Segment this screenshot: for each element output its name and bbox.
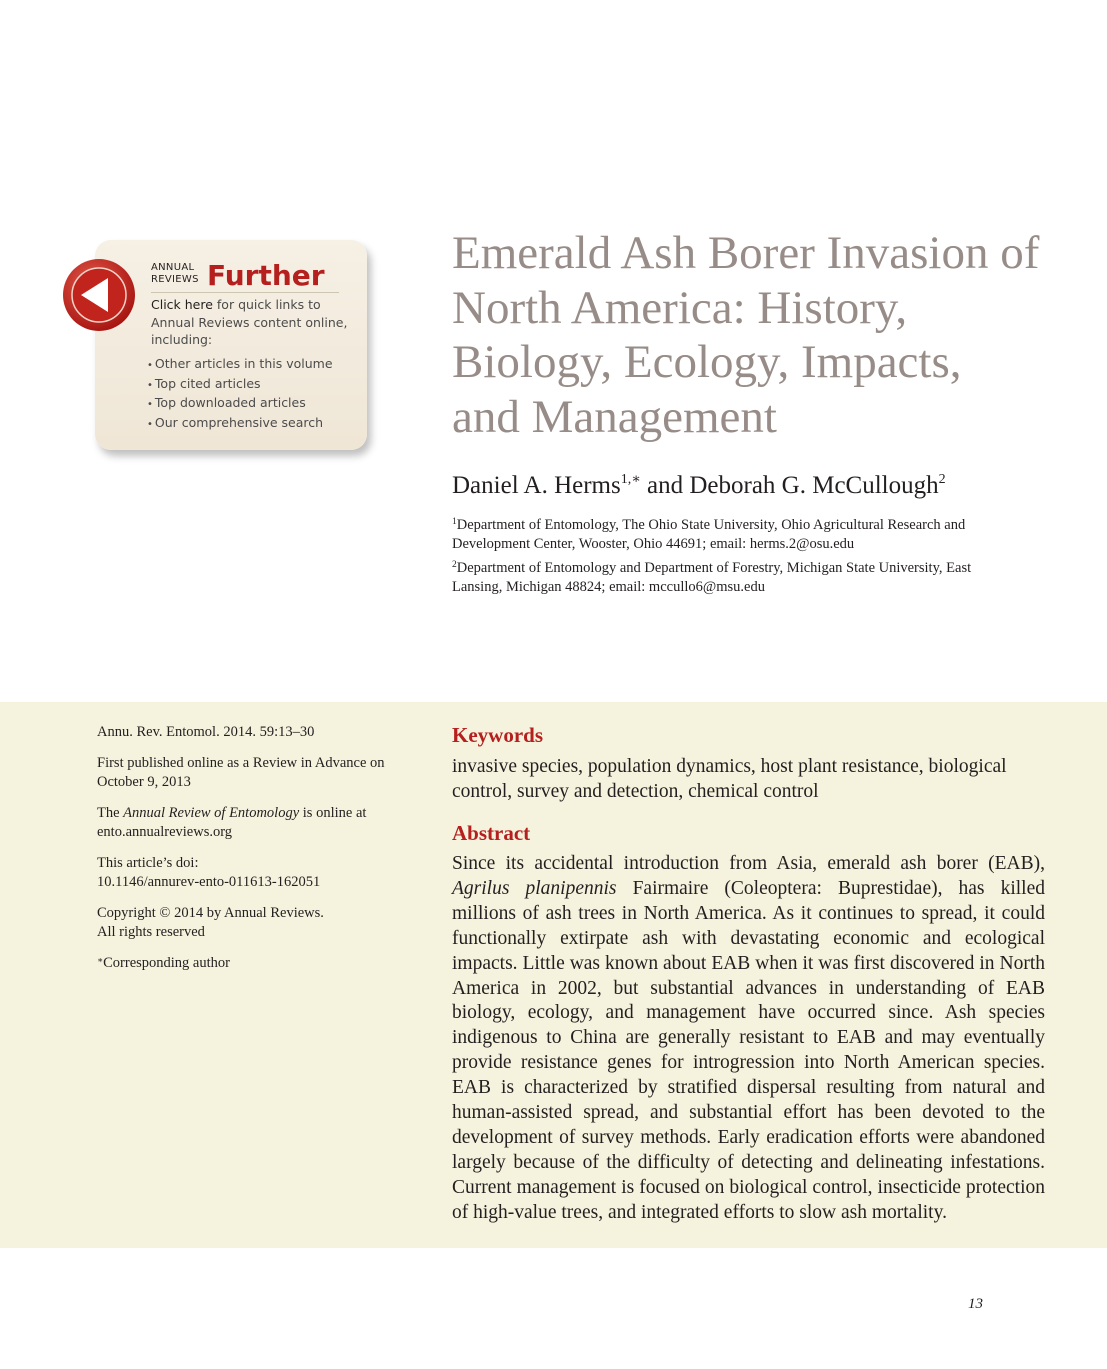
- copyright: Copyright © 2014 by Annual Reviews.: [97, 904, 324, 921]
- page-number: 13: [968, 1296, 983, 1312]
- abstract-heading: Abstract: [452, 821, 531, 845]
- article-title: Emerald Ash Borer Invasion of North America: History, Biology, Ecology, Impacts, and Management: [452, 227, 1040, 443]
- article-info-sidebar: [97, 723, 417, 984]
- annual-label: ANNUAL: [151, 262, 195, 273]
- keywords-abstract-column: [452, 720, 1045, 1226]
- doi-block: [97, 854, 417, 893]
- further-intro-text: for quick links to Annual Reviews content online, including:: [151, 297, 348, 347]
- affiliation-mark: 1: [452, 517, 457, 527]
- affiliation-mark: 2: [452, 560, 457, 570]
- affiliation-text: Department of Entomology, The Ohio State University, Ohio Agricultural Research and Development Center, Wooster, Ohio 44691; email: herms.2@osu.edu: [452, 517, 966, 552]
- back-arrow-icon[interactable]: [62, 258, 136, 332]
- corresponding-mark: ∗: [97, 954, 104, 965]
- affiliation: [452, 559, 992, 597]
- further-link-top-downloaded[interactable]: • Top downloaded articles: [147, 394, 333, 414]
- author-affiliation-mark: 2: [938, 472, 946, 487]
- further-links-list: [147, 355, 333, 433]
- doi-label: This article’s doi:: [97, 854, 199, 871]
- corresponding-text: Corresponding author: [103, 954, 230, 971]
- affiliation-text: Department of Entomology and Department of Forestry, Michigan State University, East Lansing, Michigan 48824; email: mccullo6@msu.edu: [452, 560, 972, 595]
- copyright-block: [97, 904, 417, 943]
- rights: All rights reserved: [97, 924, 205, 940]
- further-title: Further: [207, 259, 325, 292]
- further-divider: [151, 292, 339, 293]
- doi-value[interactable]: 10.1146/annurev-ento-011613-162051: [97, 874, 321, 890]
- keywords-heading: Keywords: [452, 723, 543, 747]
- online-note: [97, 804, 417, 843]
- online-suffix[interactable]: is online at ento.annualreviews.org: [97, 804, 367, 840]
- author-joiner: and: [640, 472, 690, 499]
- affiliation: [452, 516, 992, 554]
- further-panel[interactable]: [95, 240, 367, 450]
- journal-name: Annual Review of Entomology: [123, 804, 300, 821]
- further-link-other-articles[interactable]: • Other articles in this volume: [147, 355, 333, 375]
- author-name: Daniel A. Herms: [452, 472, 621, 499]
- keywords-text: invasive species, population dynamics, host plant resistance, biological control, survey and detection, chemical control: [452, 756, 1007, 802]
- author-name: Deborah G. McCullough: [689, 472, 939, 499]
- corresponding-note: [97, 954, 417, 974]
- reviews-label: REVIEWS: [151, 274, 199, 285]
- abstract-body: Fairmaire (Coleoptera: Buprestidae), has killed millions of ash trees in North America. As it continues to spread, it could functionally extirpate ash with devastating economic and ecological impacts. Little was known about EAB when it was first discovered in North America in 2002, but substantial advances in understanding of EAB biology, ecology, and management have occurred since. Ash species indigenous to China are generally resistant to EAB and may eventually provide resistance genes for introgression into North American species. EAB is characterized by stratified dispersal resulting from natural and human-assisted spread, and substantial effort has been devoted to the development of survey methods. Early eradication efforts were abandoned largely because of the difficulty of detecting and delineating infestations. Current management is focused on biological control, insecticide protection of high-value trees, and integrated efforts to slow ash mortality.: [452, 877, 1045, 1223]
- species-name: Agrilus planipennis: [452, 877, 617, 899]
- published-note: First published online as a Review in Advance on October 9, 2013: [97, 754, 385, 790]
- further-intro: [151, 296, 351, 349]
- further-link-search[interactable]: • Our comprehensive search: [147, 414, 333, 434]
- author-affiliation-mark: 1,∗: [620, 472, 641, 487]
- citation: Annu. Rev. Entomol. 2014. 59:13–30: [97, 724, 315, 740]
- abstract-text: [452, 852, 1045, 1226]
- abstract-lead: Since its accidental introduction from Asia, emerald ash borer (EAB),: [452, 853, 1045, 874]
- click-here-link[interactable]: Click here: [151, 297, 213, 312]
- author-line: [452, 470, 946, 502]
- further-link-top-cited[interactable]: • Top cited articles: [147, 375, 333, 395]
- online-prefix: The: [97, 804, 124, 821]
